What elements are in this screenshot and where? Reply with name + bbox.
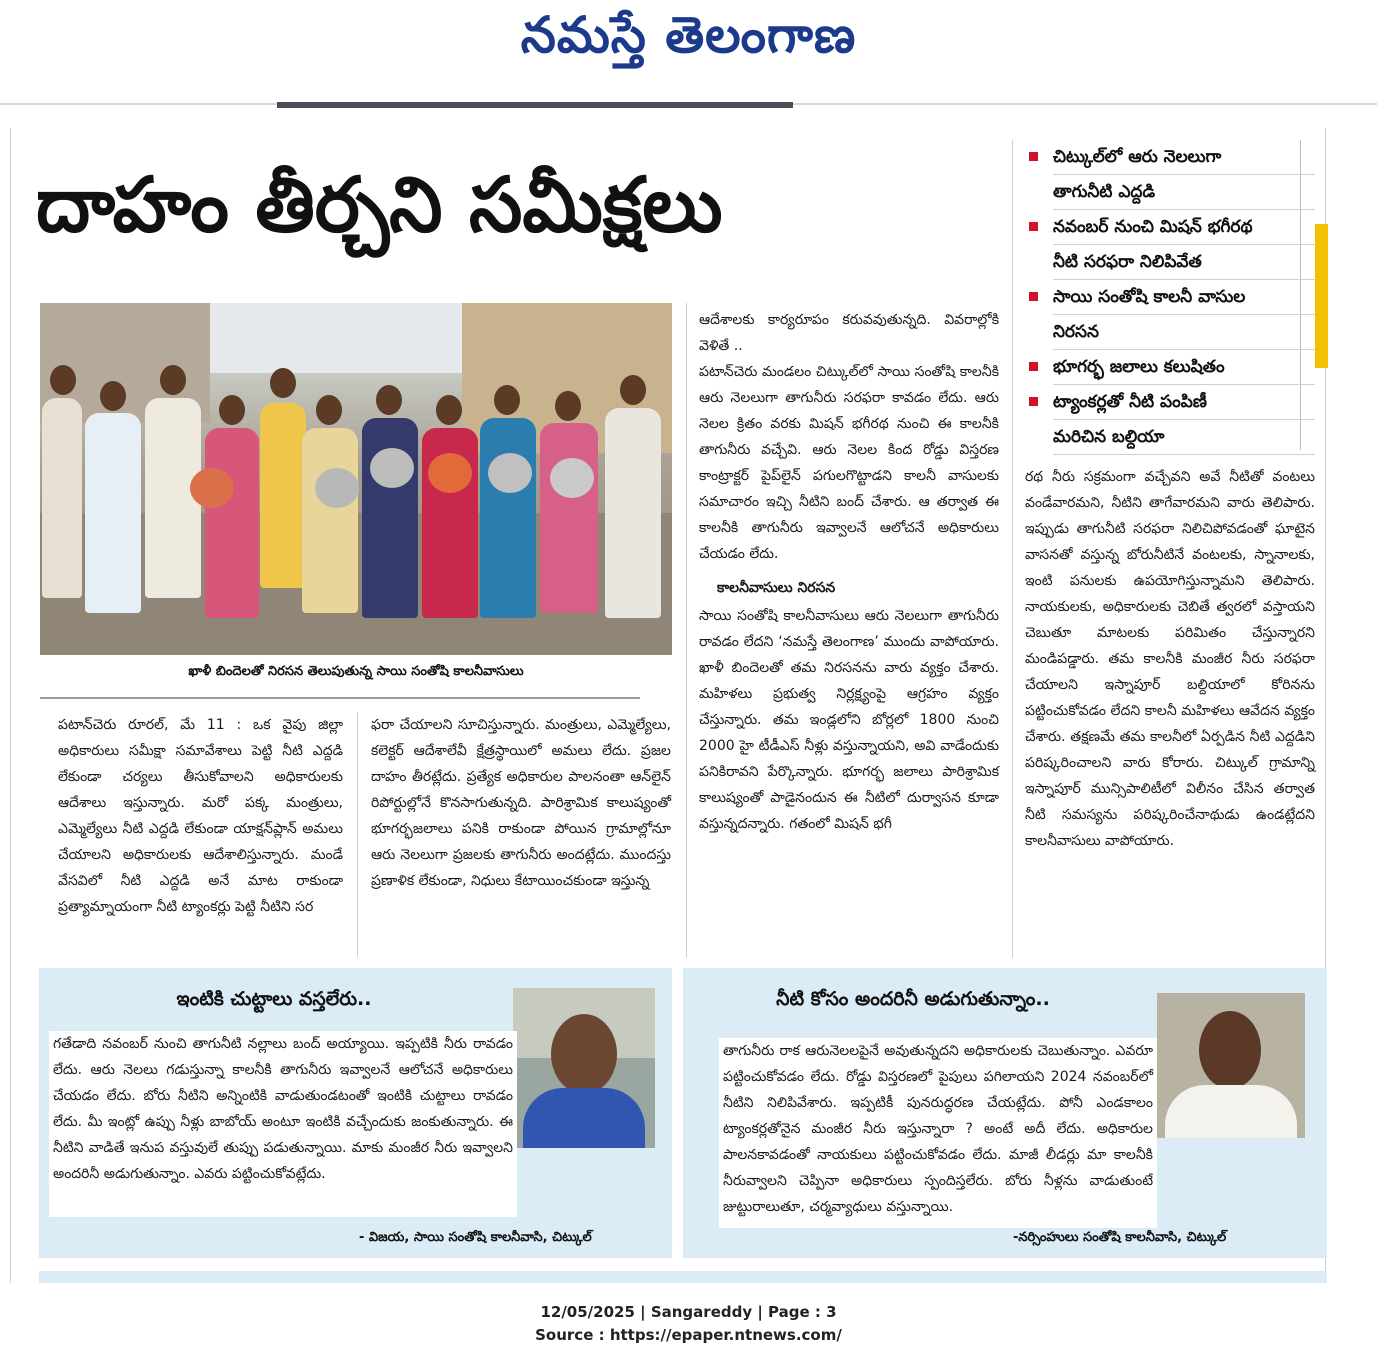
bullet-icon [1029,292,1038,301]
column-divider [1012,140,1013,958]
water-pot [315,468,359,508]
person-head [100,381,126,411]
protest-photo [40,303,672,655]
bullet-icon [1029,397,1038,406]
highlight-item: సాయి సంతోషి కాలనీ వాసుల నిరసన [1025,280,1315,350]
person-head [620,375,646,405]
quote-box-signature: - విజయ, సాయి సంతోషి కాలనీవాసి, చిట్కుల్ [359,1230,592,1245]
page-footer-source: Source : https://epaper.ntnews.com/ [535,1326,842,1344]
highlights-list [1025,140,1315,455]
person [540,423,598,613]
masthead-accent-bar [277,102,793,108]
person [42,398,82,598]
quote-box-left [39,968,672,1258]
person [260,403,306,588]
photo-sky [210,303,462,373]
person [85,413,141,613]
article-headline: దాహం తీర్చని సమీక్షలు [36,160,723,249]
water-pot [370,448,414,488]
water-pot [190,468,234,508]
highlights-accent-bar [1315,224,1328,368]
quote-box-text: తాగునీరు రాక ఆరునెలలపైనే అవుతున్నదని అధికారులకు చెబుతున్నాం. ఎవరూ పట్టించుకోవడం లేదు. రోడ్డు విస్తరణలో పైపులు పగిలాయని 2024 నవంబర్‌లో నీటిని నిలిపివేశారు. ఇప్పటికీ పునరుద్ధరణ చేయట్లేదు. పోనీ ఎండకాలం ట్యాంకర్లతోనైన మంజీర నీరు ఇస్తున్నారా ? అంటే అదీ లేదు. అధికారుల పాలనకావడంతో నాయకులు పట్టించుకోవడం లేదు. మాజీ లీడర్లు మా కాలనీకి నీరువ్వాలని చెప్పినా అధికారులు స్పందిస్తలేరు. బోరు నీళ్లను వాడుతుంటే జుట్టురాలుతూ, చర్మవ్యాధులు వస్తున్నాయి. [719,1038,1157,1228]
photo-caption: ఖాళీ బిందెలతో నిరసన తెలుపుతున్న సాయి సంతోషి కాలనీవాసులు [188,664,524,679]
masthead [0,0,1377,72]
person-head [555,391,581,421]
caption-rule [40,697,640,699]
article-paragraph: ఫరా చేయాలని సూచిస్తున్నారు. మంత్రులు, ఎమ్మెల్యేలు, కలెక్టర్ ఆదేశాలేవీ క్షేత్రస్థాయిలో అమలు లేదు. ప్రజల దాహం తీరట్లేదు. ప్రత్యేక అధికారుల పాలనంతా ఆన్‌లైన్ రిపోర్టుల్లోనే కొనసాగుతున్నది. పారిశ్రామిక కాలుష్యంతో భూగర్భజలాలు పనికి రాకుండా పోయిన గ్రామాల్లోనూ ఆరు నెలలుగా ప్రజలకు తాగునీరు అందట్లేదు. ముందస్తు ప్రణాళిక లేకుండా, నిధులు కేటాయించకుండా ఇస్తున్న [371,717,671,889]
article-column-3 [699,307,999,837]
highlight-item: నవంబర్ నుంచి మిషన్ భగీరథ నీటి సరఫరా నిలిపివేత [1025,210,1315,280]
article-subheading: కాలనీవాసులు నిరసన [717,580,836,596]
highlight-item: చిట్కుల్‌లో ఆరు నెలలుగా తాగునీటి ఎద్దడి [1025,140,1315,210]
article-paragraph: పటాన్‌చెరు మండలం చిట్కుల్‌లో సాయి సంతోషి కాలనీకి ఆరు నెలలుగా తాగునీరు సరఫరా కావడం లేదు. ఆరు నెలల క్రితం వరకు మిషన్ భగీరథ నుంచి ఈ కాలనీకి తాగునీరు వచ్చేవి. ఆరు నెలల కింద రోడ్డు విస్తరణ కాంట్రాక్టర్ పైప్‌లైన్ పగులగొట్టాడని కాలనీ వాసులకు సమాచారం ఇచ్చి నీటిని బంద్ చేశారు. ఆ తర్వాత ఈ కాలనీకి తాగునీరు ఇవ్వాలనే ఆలోచనే అధికారులు చేయడం లేదు. [699,364,999,562]
article-column-1 [58,712,343,920]
bullet-icon [1029,222,1038,231]
quote-box-signature: -నర్సింహులు సంతోషి కాలనీవాసి, చిట్కుల్ [1013,1230,1227,1245]
person-head [436,395,462,425]
column-divider [357,712,358,957]
quote-box-title: ఇంటికి చుట్టాలు వస్తలేరు.. [176,988,372,1010]
person-head [270,368,296,398]
bullet-icon [1029,152,1038,161]
article-paragraph: సాయి సంతోషి కాలనీవాసులు ఆరు నెలలుగా తాగునీరు రావడం లేదని ‘నమస్తే తెలంగాణ’ ముందు వాపోయారు. ఖాళీ బిందెలతో తమ నిరసనను వారు వ్యక్తం చేశారు. మహిళలు ప్రభుత్వ నిర్లక్ష్యంపై ఆగ్రహం వ్యక్తం చేస్తున్నారు. తమ ఇండ్లలోని బోర్లలో 1800 నుంచి 2000 హై టీడీఎస్ నీళ్లు వస్తున్నాయని, అవి వాడేందుకు పనికిరావని పేర్కొన్నారు. భూగర్భ జలాలు పారిశ్రామిక కాలుష్యంతో పాడైనందున ఈ నీటిలో దుర్వాసన కూడా వస్తున్నదన్నారు. గతంలో మిషన్ భగీ [699,608,999,832]
article-paragraph: ఆదేశాలకు కార్యరూపం కరువవుతున్నది. వివరాల్లోకి వెళితే .. [699,312,999,354]
water-pot [550,458,594,498]
person-head [494,385,520,415]
person-head [50,365,76,395]
water-pot [428,453,472,493]
person-head [376,385,402,415]
person-head [316,395,342,425]
article-paragraph: రథ నీరు సక్రమంగా వచ్చేవని అవే నీటితో వంటలు వండేవారమని, నీటిని తాగేవారమని వారు తెలిపారు. ఇప్పుడు తాగునీటి సరఫరా నిలిచిపోవడంతో ఘాటైన వాసనతో వస్తున్న బోరునీటినే వంటలకు, స్నానాలకు, ఇంటి పనులకు ఉపయోగిస్తున్నామని తెలిపారు. నాయకులకు, అధికారులకు చెబితే త్వరలో వస్తాయని చెబుతూ మాటలకు పరిమితం చేస్తున్నారని మండిపడ్డారు. తమ కాలనీకి మంజీర నీరు సరఫరా చేయాలని ఇస్నాపూర్ బల్దియాలో కోరినను పట్టించుకోవడం లేదని కాలనీ మహిళలు ఆవేదన వ్యక్తం చేశారు. తక్షణమే తమ కాలనీలో ఏర్పడిన నీటి ఎద్దడిని పరిష్కరించాలని వారు కోరారు. చిట్కుల్ గ్రామాన్ని ఇస్నాపూర్ మున్సిపాలిటీలో విలీనం చేసిన తర్వాత నీటి సమస్యను పరిష్కరించేనాథుడు ఉండట్లేదని కాలనీవాసులు వాపోయారు. [1025,469,1315,849]
person [302,428,358,613]
resident-photo [513,988,655,1148]
quote-box-title: నీటి కోసం అందరినీ అడుగుతున్నాం.. [776,988,1050,1010]
quote-box-text: గతేడాది నవంబర్ నుంచి తాగునీటి నల్లాలు బంద్ అయ్యాయి. ఇప్పటికి నీరు రావడం లేదు. ఆరు నెలలు గడుస్తున్నా కాలనీకి తాగునీరు ఇవ్వాలనే ఆలోచనే అధికారులు చేయడం లేదు. బోరు నీటిని అన్నింటికి వాడుతుండటంతో ఇంటికి చుట్టాలు రావడం లేదు. మీ ఇంట్లో ఉప్పు నీళ్లు బాబోయ్ అంటూ ఇంటికి వచ్చేందుకు జంకుతున్నారు. ఈ నీటిని వాడితే ఇనుప వస్తువులే తుప్పు పడుతున్నాయి. మాకు మంజీర నీరు ఇవ్వాలని అందరినీ అడుగుతున్నాం. ఎవరు పట్టించుకోవట్లేదు. [49,1031,517,1217]
water-pot [488,453,532,493]
page-footer-date: 12/05/2025 | Sangareddy | Page : 3 [540,1303,837,1321]
page-frame-left [10,128,11,1283]
bullet-icon [1029,362,1038,371]
person-head [219,395,245,425]
column-divider [686,303,687,958]
article-column-4 [1025,464,1315,854]
newspaper-logo: నమస్తే తెలంగాణ [520,6,857,64]
article-column-2 [371,712,671,894]
resident-photo [1157,993,1305,1138]
person [480,418,536,618]
highlight-item: భూగర్భ జలాలు కలుషితం [1025,350,1315,385]
highlight-item: ట్యాంకర్లతో నీటి పంపిణీ మరిచిన బల్దియా [1025,385,1315,455]
person-head [160,365,186,395]
person [605,408,661,618]
person [205,428,259,618]
article-paragraph: పటాన్‌చెరు రూరల్, మే 11 : ఒక వైపు జిల్లా అధికారులు సమీక్షా సమావేశాలు పెట్టి నీటి ఎద్దడి లేకుండా చర్యలు తీసుకోవాలని అధికారులకు ఆదేశాలు ఇస్తున్నారు. మరో పక్క మంత్రులు, ఎమ్మెల్యేలు నీటి ఎద్దడి లేకుండా యాక్షన్‌ప్లాన్ అమలు చేయాలని అధికారులకు ఆదేశాలిస్తున్నారు. మండే వేసవిలో నీటి ఎద్దడి అనే మాట రాకుండా ప్రత్యామ్నాయంగా నీటి ట్యాంకర్లు పెట్టి నీటిని సర [58,717,343,915]
bottom-strip [39,1271,1327,1283]
quote-box-right [683,968,1327,1258]
